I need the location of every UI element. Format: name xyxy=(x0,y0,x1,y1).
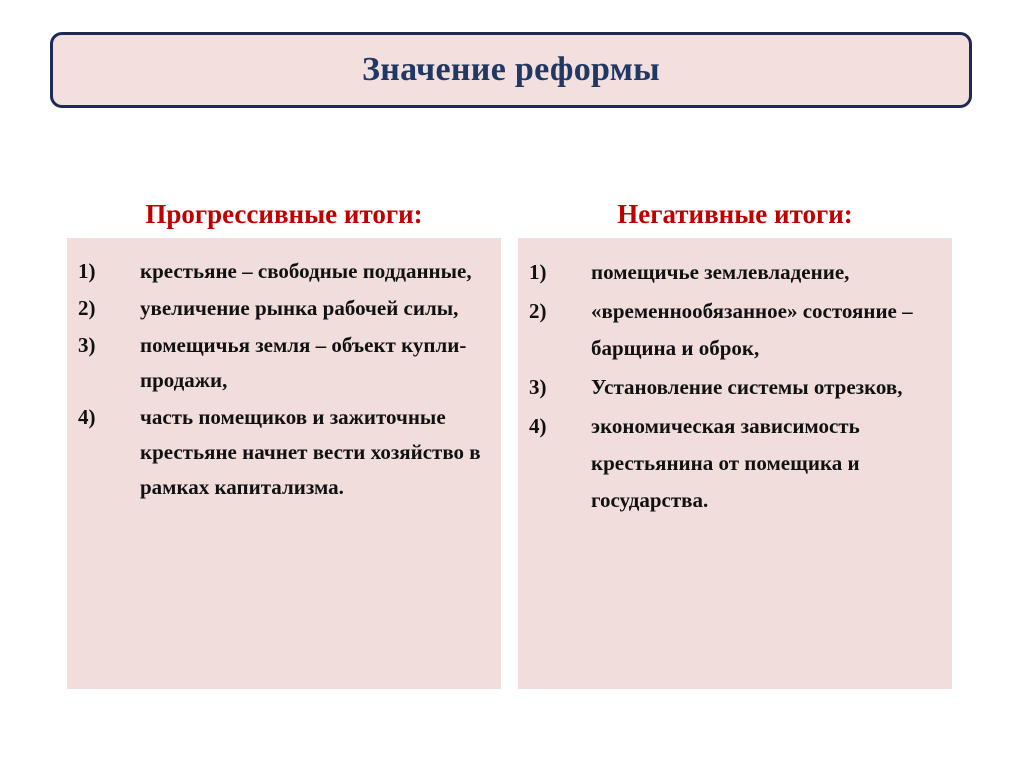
page-title: Значение реформы xyxy=(361,51,661,88)
list-item xyxy=(78,254,493,289)
list-item xyxy=(78,400,493,505)
list-item-number: 2) xyxy=(529,299,547,323)
list-item xyxy=(529,369,944,406)
list-item-text: увеличение рынка рабочей силы, xyxy=(140,296,459,320)
list-item-number: 3) xyxy=(529,375,547,399)
list-item-number: 3) xyxy=(78,333,96,357)
list-item-text: часть помещиков и зажиточные крестьяне начнет вести хозяйство в рамках капитализма. xyxy=(140,405,481,499)
list-item-text: помещичья земля – объект купли-продажи, xyxy=(140,333,467,392)
column-header-negative: Негативные итоги: xyxy=(617,198,853,229)
list-item-number: 1) xyxy=(529,260,547,284)
list-item-number: 2) xyxy=(78,296,96,320)
list-item-text: экономическая зависимость крестьянина от помещика и государства. xyxy=(591,414,860,512)
list-item xyxy=(529,254,944,291)
column-header-progressive: Прогрессивные итоги: xyxy=(145,198,423,229)
list-item xyxy=(78,328,493,398)
column-progressive-results xyxy=(67,190,501,689)
column-negative-results xyxy=(518,190,952,689)
list-item-text: «временнообязанное» состояние – барщина и оброк, xyxy=(591,299,913,360)
panel-progressive-results xyxy=(67,238,501,689)
list-item-text: помещичье землевладение, xyxy=(591,260,850,284)
list-item xyxy=(529,293,944,367)
list-negative-results xyxy=(529,254,944,519)
list-item-number: 1) xyxy=(78,259,96,283)
list-item-text: Установление системы отрезков, xyxy=(591,375,903,399)
list-item-number: 4) xyxy=(78,405,96,429)
panel-negative-results xyxy=(518,238,952,689)
list-item-number: 4) xyxy=(529,414,547,438)
list-item xyxy=(78,291,493,326)
list-item-text: крестьяне – свободные подданные, xyxy=(140,259,472,283)
list-progressive-results xyxy=(78,254,493,505)
list-item xyxy=(529,408,944,519)
